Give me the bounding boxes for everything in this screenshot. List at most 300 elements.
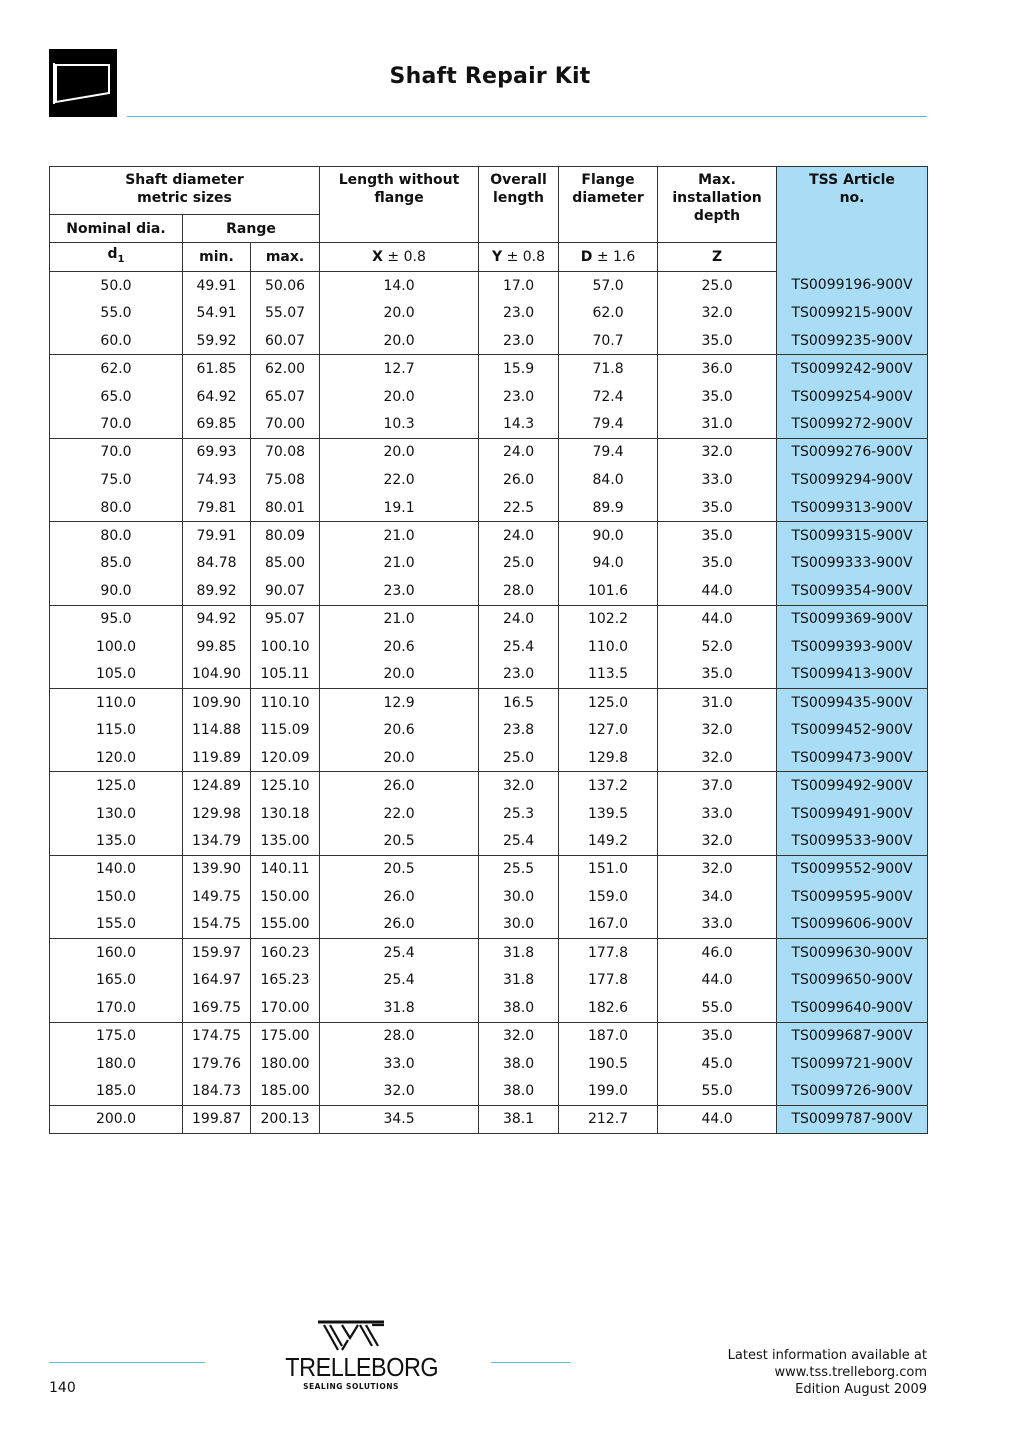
cell-range-max: 85.00 <box>251 549 320 577</box>
cell-depth-z: 44.0 <box>658 966 777 994</box>
cell-range-min: 184.73 <box>183 1078 251 1106</box>
cell-nominal-dia: 185.0 <box>50 1078 183 1106</box>
cell-overall-y: 15.9 <box>479 355 559 383</box>
cell-length-x: 19.1 <box>320 494 479 522</box>
trelleborg-logo <box>278 1320 439 1391</box>
cell-range-max: 150.00 <box>251 883 320 911</box>
cell-length-x: 33.0 <box>320 1050 479 1078</box>
cell-range-min: 69.93 <box>183 438 251 466</box>
cell-overall-y: 25.3 <box>479 800 559 828</box>
cell-range-min: 174.75 <box>183 1022 251 1050</box>
cell-nominal-dia: 100.0 <box>50 633 183 661</box>
cell-flange-d: 102.2 <box>559 605 658 633</box>
header-flange-diameter: Flange diameter <box>559 167 658 243</box>
table-row <box>50 355 928 383</box>
cell-depth-z: 33.0 <box>658 466 777 494</box>
cell-range-max: 50.06 <box>251 272 320 300</box>
cell-depth-z: 35.0 <box>658 522 777 550</box>
cell-length-x: 23.0 <box>320 577 479 605</box>
cell-tss-article: TS0099606-900V <box>777 911 928 939</box>
title-divider <box>127 116 927 117</box>
cell-range-max: 65.07 <box>251 383 320 411</box>
cell-nominal-dia: 110.0 <box>50 688 183 716</box>
cell-length-x: 22.0 <box>320 466 479 494</box>
cell-flange-d: 137.2 <box>559 772 658 800</box>
cell-range-min: 134.79 <box>183 827 251 855</box>
header-overall-length: Overall length <box>479 167 559 243</box>
cell-length-x: 28.0 <box>320 1022 479 1050</box>
cell-tss-article: TS0099492-900V <box>777 772 928 800</box>
cell-tss-article: TS0099473-900V <box>777 744 928 772</box>
cell-range-min: 104.90 <box>183 661 251 689</box>
cell-range-min: 179.76 <box>183 1050 251 1078</box>
cell-overall-y: 38.0 <box>479 994 559 1022</box>
cell-depth-z: 36.0 <box>658 355 777 383</box>
cell-depth-z: 44.0 <box>658 1105 777 1133</box>
cell-length-x: 20.0 <box>320 661 479 689</box>
cell-length-x: 20.5 <box>320 855 479 883</box>
table-row <box>50 577 928 605</box>
cell-tss-article: TS0099687-900V <box>777 1022 928 1050</box>
cell-length-x: 20.5 <box>320 827 479 855</box>
cell-nominal-dia: 62.0 <box>50 355 183 383</box>
cell-length-x: 20.6 <box>320 716 479 744</box>
cell-flange-d: 149.2 <box>559 827 658 855</box>
cell-range-min: 154.75 <box>183 911 251 939</box>
table-row <box>50 299 928 327</box>
cell-range-max: 125.10 <box>251 772 320 800</box>
cell-overall-y: 23.0 <box>479 383 559 411</box>
table-row <box>50 911 928 939</box>
cell-flange-d: 151.0 <box>559 855 658 883</box>
page-number: 140 <box>49 1380 76 1396</box>
cell-nominal-dia: 160.0 <box>50 939 183 967</box>
symbol-y: Y ± 0.8 <box>479 243 559 272</box>
cell-length-x: 21.0 <box>320 605 479 633</box>
cell-nominal-dia: 140.0 <box>50 855 183 883</box>
cell-length-x: 31.8 <box>320 994 479 1022</box>
trelleborg-emblem-icon <box>316 1320 386 1352</box>
cell-overall-y: 38.0 <box>479 1078 559 1106</box>
table-row <box>50 438 928 466</box>
symbol-z: Z <box>658 243 777 272</box>
cell-range-min: 79.91 <box>183 522 251 550</box>
cell-nominal-dia: 200.0 <box>50 1105 183 1133</box>
cell-range-max: 115.09 <box>251 716 320 744</box>
cell-range-max: 130.18 <box>251 800 320 828</box>
cell-range-min: 129.98 <box>183 800 251 828</box>
cell-nominal-dia: 165.0 <box>50 966 183 994</box>
cell-overall-y: 23.0 <box>479 327 559 355</box>
cell-overall-y: 25.4 <box>479 633 559 661</box>
cell-tss-article: TS0099315-900V <box>777 522 928 550</box>
cell-flange-d: 127.0 <box>559 716 658 744</box>
cell-flange-d: 182.6 <box>559 994 658 1022</box>
table-row <box>50 605 928 633</box>
cell-flange-d: 110.0 <box>559 633 658 661</box>
cell-flange-d: 177.8 <box>559 966 658 994</box>
specs-table <box>49 166 928 1134</box>
cell-flange-d: 113.5 <box>559 661 658 689</box>
cell-flange-d: 89.9 <box>559 494 658 522</box>
table-row <box>50 272 928 300</box>
cell-overall-y: 38.0 <box>479 1050 559 1078</box>
table-row <box>50 466 928 494</box>
cell-range-min: 79.81 <box>183 494 251 522</box>
cell-nominal-dia: 130.0 <box>50 800 183 828</box>
cell-overall-y: 30.0 <box>479 911 559 939</box>
cell-flange-d: 190.5 <box>559 1050 658 1078</box>
cell-tss-article: TS0099413-900V <box>777 661 928 689</box>
cell-length-x: 12.7 <box>320 355 479 383</box>
edition-text: Edition August 2009 <box>795 1382 927 1397</box>
cell-length-x: 34.5 <box>320 1105 479 1133</box>
cell-range-max: 55.07 <box>251 299 320 327</box>
cell-depth-z: 32.0 <box>658 855 777 883</box>
cell-nominal-dia: 60.0 <box>50 327 183 355</box>
cell-depth-z: 44.0 <box>658 605 777 633</box>
cell-nominal-dia: 55.0 <box>50 299 183 327</box>
cell-tss-article: TS0099552-900V <box>777 855 928 883</box>
cell-depth-z: 32.0 <box>658 716 777 744</box>
cell-overall-y: 26.0 <box>479 466 559 494</box>
cell-nominal-dia: 175.0 <box>50 1022 183 1050</box>
cell-tss-article: TS0099196-900V <box>777 272 928 300</box>
cell-nominal-dia: 85.0 <box>50 549 183 577</box>
cell-tss-article: TS0099630-900V <box>777 939 928 967</box>
cell-range-max: 80.01 <box>251 494 320 522</box>
cell-range-max: 175.00 <box>251 1022 320 1050</box>
latest-info-text: Latest information available at www.tss.trelleborg.com <box>727 1348 927 1380</box>
cell-overall-y: 14.3 <box>479 410 559 438</box>
cell-depth-z: 55.0 <box>658 1078 777 1106</box>
cell-overall-y: 31.8 <box>479 939 559 967</box>
cell-nominal-dia: 80.0 <box>50 494 183 522</box>
cell-range-min: 54.91 <box>183 299 251 327</box>
cell-flange-d: 212.7 <box>559 1105 658 1133</box>
cell-length-x: 26.0 <box>320 883 479 911</box>
cell-length-x: 14.0 <box>320 272 479 300</box>
table-row <box>50 1105 928 1133</box>
cell-overall-y: 24.0 <box>479 522 559 550</box>
cell-range-min: 124.89 <box>183 772 251 800</box>
cell-tss-article: TS0099533-900V <box>777 827 928 855</box>
cell-range-min: 109.90 <box>183 688 251 716</box>
cell-length-x: 20.0 <box>320 383 479 411</box>
cell-overall-y: 30.0 <box>479 883 559 911</box>
cell-overall-y: 25.4 <box>479 827 559 855</box>
cell-depth-z: 32.0 <box>658 299 777 327</box>
cell-range-max: 155.00 <box>251 911 320 939</box>
table-row <box>50 883 928 911</box>
cell-nominal-dia: 155.0 <box>50 911 183 939</box>
cell-length-x: 10.3 <box>320 410 479 438</box>
cell-overall-y: 17.0 <box>479 272 559 300</box>
cell-length-x: 20.0 <box>320 744 479 772</box>
cell-tss-article: TS0099333-900V <box>777 549 928 577</box>
cell-overall-y: 23.8 <box>479 716 559 744</box>
cell-range-min: 169.75 <box>183 994 251 1022</box>
cell-range-min: 149.75 <box>183 883 251 911</box>
cell-overall-y: 32.0 <box>479 772 559 800</box>
cell-range-min: 139.90 <box>183 855 251 883</box>
cell-flange-d: 125.0 <box>559 688 658 716</box>
cell-range-min: 49.91 <box>183 272 251 300</box>
cell-depth-z: 33.0 <box>658 911 777 939</box>
cell-overall-y: 32.0 <box>479 1022 559 1050</box>
cell-tss-article: TS0099650-900V <box>777 966 928 994</box>
cell-tss-article: TS0099215-900V <box>777 299 928 327</box>
cell-overall-y: 24.0 <box>479 605 559 633</box>
table-row <box>50 494 928 522</box>
cell-tss-article: TS0099254-900V <box>777 383 928 411</box>
cell-length-x: 26.0 <box>320 772 479 800</box>
cell-length-x: 32.0 <box>320 1078 479 1106</box>
cell-depth-z: 35.0 <box>658 327 777 355</box>
cell-tss-article: TS0099640-900V <box>777 994 928 1022</box>
cell-range-max: 75.08 <box>251 466 320 494</box>
header-shaft-diameter: Shaft diameter metric sizes <box>50 167 320 215</box>
cell-tss-article: TS0099272-900V <box>777 410 928 438</box>
cell-tss-article: TS0099276-900V <box>777 438 928 466</box>
cell-range-max: 80.09 <box>251 522 320 550</box>
cell-tss-article: TS0099435-900V <box>777 688 928 716</box>
cell-depth-z: 45.0 <box>658 1050 777 1078</box>
table-row <box>50 410 928 438</box>
cell-tss-article: TS0099721-900V <box>777 1050 928 1078</box>
table-row <box>50 966 928 994</box>
cell-range-min: 94.92 <box>183 605 251 633</box>
cell-flange-d: 177.8 <box>559 939 658 967</box>
cell-length-x: 20.0 <box>320 299 479 327</box>
cell-nominal-dia: 80.0 <box>50 522 183 550</box>
logo-tagline: SEALING SOLUTIONS <box>303 1382 399 1391</box>
cell-nominal-dia: 75.0 <box>50 466 183 494</box>
table-row <box>50 327 928 355</box>
table-row <box>50 827 928 855</box>
cell-flange-d: 84.0 <box>559 466 658 494</box>
cell-nominal-dia: 50.0 <box>50 272 183 300</box>
cell-nominal-dia: 120.0 <box>50 744 183 772</box>
cell-flange-d: 167.0 <box>559 911 658 939</box>
table-row <box>50 994 928 1022</box>
cell-depth-z: 46.0 <box>658 939 777 967</box>
cell-flange-d: 62.0 <box>559 299 658 327</box>
table-row <box>50 1078 928 1106</box>
table-row <box>50 939 928 967</box>
table-row <box>50 800 928 828</box>
cell-depth-z: 35.0 <box>658 549 777 577</box>
cell-overall-y: 38.1 <box>479 1105 559 1133</box>
header-tss-article: TSS Article no. <box>777 167 928 272</box>
footer-divider-left <box>49 1362 205 1363</box>
cell-range-min: 64.92 <box>183 383 251 411</box>
cell-overall-y: 31.8 <box>479 966 559 994</box>
table-row <box>50 1050 928 1078</box>
cell-range-min: 84.78 <box>183 549 251 577</box>
symbol-d1: $d_1$ <box>50 243 183 272</box>
symbol-d: D ± 1.6 <box>559 243 658 272</box>
table-row <box>50 716 928 744</box>
cell-tss-article: TS0099595-900V <box>777 883 928 911</box>
cell-range-max: 140.11 <box>251 855 320 883</box>
cell-depth-z: 35.0 <box>658 383 777 411</box>
cell-depth-z: 35.0 <box>658 1022 777 1050</box>
cell-length-x: 20.0 <box>320 438 479 466</box>
cell-tss-article: TS0099294-900V <box>777 466 928 494</box>
cell-flange-d: 72.4 <box>559 383 658 411</box>
cell-range-min: 114.88 <box>183 716 251 744</box>
cell-range-max: 95.07 <box>251 605 320 633</box>
cell-overall-y: 28.0 <box>479 577 559 605</box>
cell-nominal-dia: 90.0 <box>50 577 183 605</box>
cell-flange-d: 199.0 <box>559 1078 658 1106</box>
table-row <box>50 855 928 883</box>
footer-info <box>575 1347 927 1398</box>
header-length-without-flange: Length without flange <box>320 167 479 243</box>
cell-tss-article: TS0099354-900V <box>777 577 928 605</box>
cell-flange-d: 70.7 <box>559 327 658 355</box>
cell-range-min: 119.89 <box>183 744 251 772</box>
cell-nominal-dia: 125.0 <box>50 772 183 800</box>
cell-flange-d: 94.0 <box>559 549 658 577</box>
cell-depth-z: 55.0 <box>658 994 777 1022</box>
cell-length-x: 25.4 <box>320 966 479 994</box>
cell-overall-y: 23.0 <box>479 299 559 327</box>
table-row <box>50 522 928 550</box>
cell-range-max: 185.00 <box>251 1078 320 1106</box>
cell-nominal-dia: 135.0 <box>50 827 183 855</box>
cell-tss-article: TS0099242-900V <box>777 355 928 383</box>
cell-tss-article: TS0099491-900V <box>777 800 928 828</box>
symbol-min: min. <box>183 243 251 272</box>
logo-wordmark: TRELLEBORG <box>285 1352 439 1382</box>
cell-range-max: 60.07 <box>251 327 320 355</box>
cell-flange-d: 101.6 <box>559 577 658 605</box>
cell-nominal-dia: 105.0 <box>50 661 183 689</box>
cell-range-max: 105.11 <box>251 661 320 689</box>
table-row <box>50 744 928 772</box>
cell-flange-d: 129.8 <box>559 744 658 772</box>
cell-range-min: 199.87 <box>183 1105 251 1133</box>
cell-range-max: 70.08 <box>251 438 320 466</box>
cell-range-max: 170.00 <box>251 994 320 1022</box>
cell-nominal-dia: 70.0 <box>50 438 183 466</box>
cell-length-x: 20.0 <box>320 327 479 355</box>
cell-overall-y: 23.0 <box>479 661 559 689</box>
cell-tss-article: TS0099313-900V <box>777 494 928 522</box>
cell-range-max: 160.23 <box>251 939 320 967</box>
cell-depth-z: 52.0 <box>658 633 777 661</box>
symbol-max: max. <box>251 243 320 272</box>
cell-nominal-dia: 95.0 <box>50 605 183 633</box>
cell-depth-z: 25.0 <box>658 272 777 300</box>
cell-depth-z: 35.0 <box>658 494 777 522</box>
cell-range-min: 164.97 <box>183 966 251 994</box>
cell-tss-article: TS0099787-900V <box>777 1105 928 1133</box>
cell-tss-article: TS0099726-900V <box>777 1078 928 1106</box>
header-max-installation-depth: Max. installation depth <box>658 167 777 243</box>
cell-flange-d: 71.8 <box>559 355 658 383</box>
cell-flange-d: 57.0 <box>559 272 658 300</box>
table-body <box>50 272 928 1134</box>
cell-length-x: 26.0 <box>320 911 479 939</box>
table-row <box>50 383 928 411</box>
cell-range-max: 90.07 <box>251 577 320 605</box>
cell-range-min: 89.92 <box>183 577 251 605</box>
table-row <box>50 661 928 689</box>
cell-length-x: 21.0 <box>320 549 479 577</box>
cell-nominal-dia: 70.0 <box>50 410 183 438</box>
table-row <box>50 688 928 716</box>
cell-nominal-dia: 65.0 <box>50 383 183 411</box>
cell-range-min: 159.97 <box>183 939 251 967</box>
header-nominal-dia: Nominal dia. <box>50 215 183 243</box>
cell-nominal-dia: 170.0 <box>50 994 183 1022</box>
header-range: Range <box>183 215 320 243</box>
table-row <box>50 549 928 577</box>
table-row <box>50 772 928 800</box>
cell-depth-z: 31.0 <box>658 688 777 716</box>
cell-length-x: 21.0 <box>320 522 479 550</box>
cell-depth-z: 34.0 <box>658 883 777 911</box>
cell-overall-y: 24.0 <box>479 438 559 466</box>
cell-depth-z: 33.0 <box>658 800 777 828</box>
cell-depth-z: 31.0 <box>658 410 777 438</box>
cell-range-max: 165.23 <box>251 966 320 994</box>
cell-overall-y: 25.5 <box>479 855 559 883</box>
cell-range-min: 69.85 <box>183 410 251 438</box>
cell-flange-d: 139.5 <box>559 800 658 828</box>
cell-depth-z: 32.0 <box>658 438 777 466</box>
cell-depth-z: 44.0 <box>658 577 777 605</box>
cell-overall-y: 22.5 <box>479 494 559 522</box>
footer-divider-right <box>491 1362 571 1363</box>
cell-range-min: 59.92 <box>183 327 251 355</box>
cell-range-max: 100.10 <box>251 633 320 661</box>
cell-tss-article: TS0099235-900V <box>777 327 928 355</box>
cell-flange-d: 79.4 <box>559 438 658 466</box>
cell-range-max: 62.00 <box>251 355 320 383</box>
cell-length-x: 22.0 <box>320 800 479 828</box>
cell-flange-d: 159.0 <box>559 883 658 911</box>
cell-range-max: 180.00 <box>251 1050 320 1078</box>
cell-overall-y: 16.5 <box>479 688 559 716</box>
cell-depth-z: 32.0 <box>658 827 777 855</box>
cell-range-max: 70.00 <box>251 410 320 438</box>
cell-flange-d: 187.0 <box>559 1022 658 1050</box>
cell-length-x: 20.6 <box>320 633 479 661</box>
cell-tss-article: TS0099452-900V <box>777 716 928 744</box>
cell-range-max: 135.00 <box>251 827 320 855</box>
table-row <box>50 633 928 661</box>
frame-icon <box>49 49 117 117</box>
cell-depth-z: 32.0 <box>658 744 777 772</box>
cell-range-max: 200.13 <box>251 1105 320 1133</box>
cell-length-x: 25.4 <box>320 939 479 967</box>
cell-overall-y: 25.0 <box>479 744 559 772</box>
cell-overall-y: 25.0 <box>479 549 559 577</box>
table-row <box>50 1022 928 1050</box>
cell-range-max: 120.09 <box>251 744 320 772</box>
cell-range-min: 61.85 <box>183 355 251 383</box>
cell-nominal-dia: 180.0 <box>50 1050 183 1078</box>
cell-tss-article: TS0099369-900V <box>777 605 928 633</box>
page-title: Shaft Repair Kit <box>389 64 591 89</box>
cell-depth-z: 35.0 <box>658 661 777 689</box>
symbol-x: X ± 0.8 <box>320 243 479 272</box>
cell-length-x: 12.9 <box>320 688 479 716</box>
